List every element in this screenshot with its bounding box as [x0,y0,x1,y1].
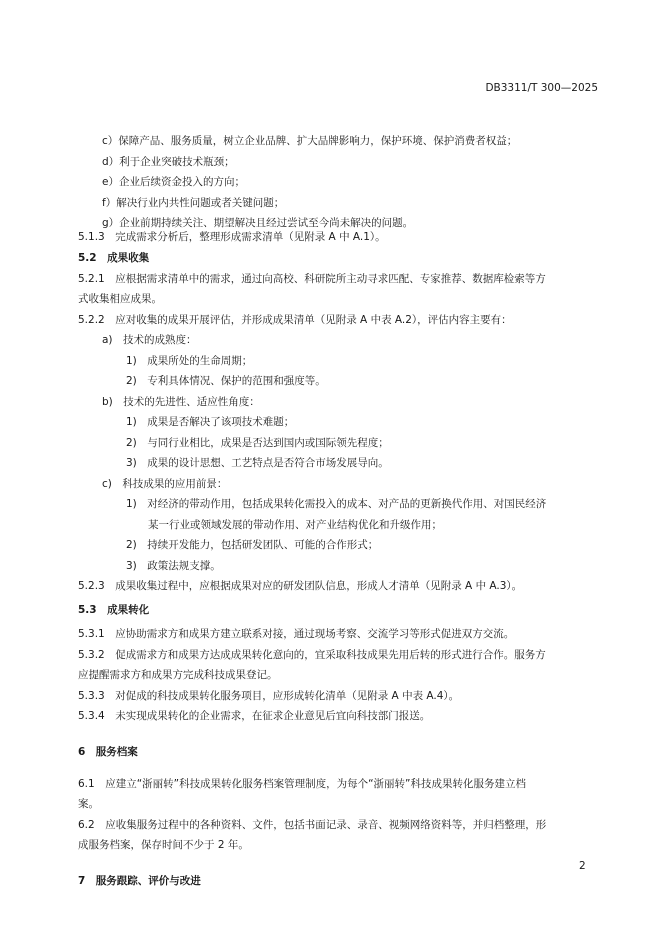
clause-5-2-1-cont: 式收集相应成果。 [78,293,162,305]
clause-5-3-2-cont: 应提醒需求方和成果方完成科技成果登记。 [78,669,278,681]
clause-6-1: 6.1 应建立“浙丽转”科技成果转化服务档案管理制度，为每个“浙丽转”科技成果转化服务建立档 [78,778,526,790]
list-item-c2: c) 科技成果的应用前景： [102,478,228,490]
clause-5-3-2: 5.3.2 促成需求方和成果方达成成果转化意向的，宜采取科技成果先用后转的形式进行合作。服务方 [78,649,546,661]
clause-6-2: 6.2 应收集服务过程中的各种资料、文件，包括书面记录、录音、视频网络资料等，并归档整理，形 [78,819,547,831]
list-item-c: c）保障产品、服务质量，树立企业品牌、扩大品牌影响力，保护环境、保护消费者权益； [102,135,518,147]
clause-5-3-4: 5.3.4 未实现成果转化的企业需求，在征求企业意见后宜向科技部门报送。 [78,710,431,722]
section-heading-5-3: 5.3 成果转化 [78,604,150,616]
page-number: 2 [579,860,586,872]
sub-item-c-1: 1) 对经济的带动作用，包括成果转化需投入的成本、对产品的更新换代作用、对国民经济 [126,498,547,510]
sub-item-b-2: 2) 与同行业相比，成果是否达到国内或国际领先程度； [126,437,389,449]
clause-5-3-3: 5.3.3 对促成的科技成果转化服务项目，应形成转化清单（见附录 A 中表 A.4）。 [78,690,460,702]
clause-5-2-3: 5.2.3 成果收集过程中，应根据成果对应的研发团队信息，形成人才清单（见附录 A 中 A.3）。 [78,580,523,592]
clause-5-2-1: 5.2.1 应根据需求清单中的需求，通过向高校、科研院所主动寻求匹配、专家推荐、数据库检索等方 [78,273,546,285]
list-item-e: e）企业后续资金投入的方向； [102,176,245,188]
section-heading-5-2: 5.2 成果收集 [78,252,150,264]
section-heading-7: 7 服务跟踪、评价与改进 [78,875,201,887]
sub-item-c-3: 3) 政策法规支撑。 [126,560,221,572]
clause-5-1-3: 5.1.3 完成需求分析后，整理形成需求清单（见附录 A 中 A.1）。 [78,231,386,243]
sub-item-c-2: 2) 持续开发能力，包括研发团队、可能的合作形式； [126,539,379,551]
clause-5-3-1: 5.3.1 应协助需求方和成果方建立联系对接，通过现场考察、交流学习等形式促进双方交流。 [78,628,515,640]
sub-item-c-1-cont: 某一行业或领域发展的带动作用、对产业结构优化和升级作用； [148,519,442,531]
list-item-f: f）解决行业内共性问题或者关键问题； [102,197,285,209]
list-item-d: d）利于企业突破技术瓶颈； [102,156,235,168]
clause-5-2-2: 5.2.2 应对收集的成果开展评估，并形成成果清单（见附录 A 中表 A.2），评估内容主要有： [78,314,512,326]
clause-6-2-cont: 成服务档案，保存时间不少于 2 年。 [78,839,249,851]
list-item-g: g）企业前期持续关注、期望解决且经过尝试至今尚未解决的问题。 [102,217,414,229]
list-item-b: b) 技术的先进性、适应性角度： [102,396,260,408]
clause-6-1-cont: 案。 [78,798,99,810]
sub-item-a-1: 1) 成果所处的生命周期； [126,355,253,367]
sub-item-b-1: 1) 成果是否解决了该项技术难题； [126,416,295,428]
sub-item-a-2: 2) 专利具体情况、保护的范围和强度等。 [126,375,326,387]
document-code: DB3311/T 300—2025 [485,82,598,94]
list-item-a: a) 技术的成熟度： [102,334,197,346]
sub-item-b-3: 3) 成果的设计思想、工艺特点是否符合市场发展导向。 [126,457,389,469]
section-heading-6: 6 服务档案 [78,746,138,758]
